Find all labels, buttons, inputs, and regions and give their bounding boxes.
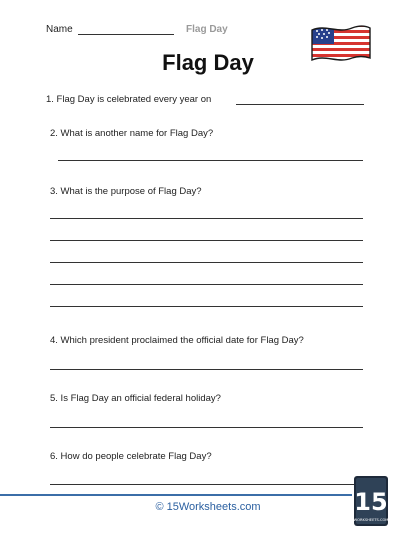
answer-line-2[interactable]	[58, 160, 363, 161]
answer-line-6[interactable]	[50, 484, 363, 485]
answer-line-3a[interactable]	[50, 218, 363, 219]
answer-line-5[interactable]	[50, 427, 363, 428]
footer-copyright-link[interactable]: © 15Worksheets.com	[155, 501, 261, 513]
answer-line-3d[interactable]	[50, 284, 363, 285]
answer-line-3e[interactable]	[50, 306, 363, 307]
question-5: 5. Is Flag Day an official federal holiday?	[50, 393, 221, 404]
question-6: 6. How do people celebrate Flag Day?	[50, 451, 212, 462]
footer-divider	[0, 494, 352, 496]
question-4: 4. Which president proclaimed the official date for Flag Day?	[50, 335, 304, 346]
worksheet-tag: Flag Day	[186, 24, 228, 35]
question-1: 1. Flag Day is celebrated every year on	[46, 94, 212, 105]
logo-number: 15	[354, 488, 388, 516]
answer-line-3c[interactable]	[50, 262, 363, 263]
answer-line-4[interactable]	[50, 369, 363, 370]
name-field-line[interactable]	[78, 34, 174, 35]
question-3: 3. What is the purpose of Flag Day?	[50, 186, 202, 197]
worksheet-title: Flag Day	[162, 50, 254, 75]
answer-line-3b[interactable]	[50, 240, 363, 241]
question-2: 2. What is another name for Flag Day?	[50, 128, 214, 139]
answer-line-1[interactable]	[236, 104, 364, 105]
logo-word: WORKSHEETS.COM	[353, 518, 389, 522]
fifteen-worksheets-logo	[352, 474, 390, 532]
name-label: Name	[46, 24, 73, 35]
